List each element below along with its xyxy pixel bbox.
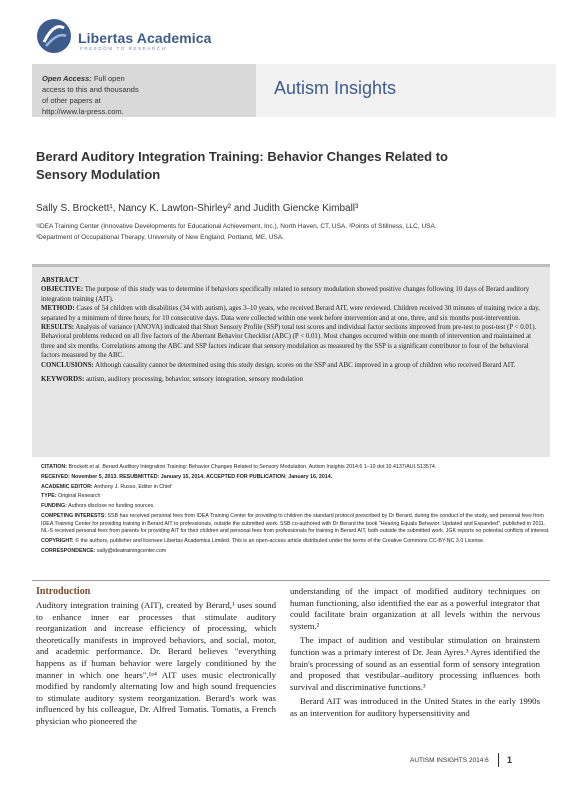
copyright-label: COPYRIGHT:: [41, 537, 74, 544]
conclusions-label: CONCLUSIONS:: [41, 361, 94, 369]
correspondence: [41, 548, 551, 556]
abstract: [41, 276, 541, 384]
article-metadata: [41, 464, 551, 557]
footer-separator: [498, 753, 499, 767]
correspondence-email[interactable]: sally@ideatrainingcenter.com: [95, 547, 167, 554]
editor-text: Anthony J. Russo, Editor in Chief: [92, 483, 172, 490]
body-column-right: [290, 586, 540, 720]
body-paragraph: understanding of the impact of modified auditory techniques on human functioning, also identified the ear as a powerful integrator that could facilitate brain organization at all levels within the nervous system.²: [290, 586, 540, 631]
objective-text: The purpose of this study was to determine if behaviors specifically related to sensory modulation showed positive changes following 10 days of Berard auditory integration training (AIT).: [41, 286, 530, 303]
academic-editor: [41, 484, 551, 492]
open-access-label: Open Access:: [42, 74, 92, 83]
open-access-note: [42, 73, 147, 117]
competing-label: COMPETING INTERESTS:: [41, 512, 107, 519]
abstract-heading: ABSTRACT: [41, 277, 79, 284]
results-label: RESULTS:: [41, 324, 75, 332]
affiliation-line: ¹IDEA Training Center (Innovative Developments for Educational Achievement, Inc.), North Haven, CT, USA. ²Points of Stillness, LLC, USA.: [36, 223, 437, 230]
abstract-objective: [41, 285, 541, 304]
journal-name: Autism Insights: [274, 78, 397, 98]
method-label: METHOD:: [41, 305, 75, 313]
received-dates: [41, 474, 551, 482]
article-authors: Sally S. Brockett¹, Nancy K. Lawton-Shirley² and Judith Giencke Kimball³: [36, 203, 359, 214]
keywords-text: autism, auditory processing, behavior, sensory integration, sensory modulation: [84, 376, 303, 384]
running-footer: AUTISM INSIGHTS 2014:6: [410, 757, 489, 764]
copyright-text: © the authors, publisher and licensee Libertas Academica Limited. This is an open-access article distributed under the terms of the Creative Commons CC-BY-NC 3.0 License.: [73, 537, 485, 544]
funding-text: Authors disclose no funding sources.: [66, 503, 155, 510]
citation-text: Brockett et al. Berard Auditory Integration Training: Behavior Changes Related to Sensory Modulation. Autism Insights 2014:6 1–10 doi:10.4137/AUI.S13574.: [67, 464, 437, 470]
publisher-tagline: FREEDOM TO RESEARCH: [80, 46, 167, 51]
body-paragraph: Berard AIT was introduced in the United States in the early 1990s as an intervention for auditory hypersensitivity and: [290, 696, 540, 718]
type-text: Original Research: [56, 493, 101, 500]
funding-label: FUNDING:: [41, 503, 67, 510]
section-heading-introduction: Introduction: [36, 586, 91, 597]
abstract-top-rule: [32, 264, 550, 267]
body-column-left: Auditory integration training (AIT), created by Berard,¹ uses sound to enhance inner ear processes that stimulate auditory reorganization and increase efficiency of processing, which theoretically manifests in improved behaviors, and social, motor, and academic performance. Dr. Berard believes "everything happens as if human behavior were largely conditioned by the manner in which one hears".¹ᵖ⁴ AIT uses music electronically modified by randomly alternating low and high sound frequencies to stimulate auditory system reorganization. Berard's work was influenced by his colleague, Dr. Alfred Tomatis. Tomatis, a French physician who pioneered the: [36, 600, 276, 726]
editor-label: ACADEMIC EDITOR:: [41, 483, 93, 490]
abstract-keywords: [41, 375, 541, 384]
funding: [41, 503, 551, 511]
article-title: Berard Auditory Integration Training: Behavior Changes Related to Sensory Modulation: [36, 149, 448, 182]
correspondence-label: CORRESPONDENCE:: [41, 547, 96, 554]
author-affiliations: [36, 222, 536, 243]
competing-interests: [41, 513, 551, 536]
libertas-logo-icon: [34, 16, 74, 56]
type-label: TYPE:: [41, 493, 57, 500]
section-divider: [32, 580, 550, 581]
affiliation-line: ³Department of Occupational Therapy, University of New England, Portland, ME, USA.: [36, 233, 284, 241]
publisher-name: Libertas Academica: [78, 30, 212, 46]
open-access-text[interactable]: Full open access to this and thousands of other papers at http://www.la-press.com.: [42, 74, 139, 116]
copyright: [41, 538, 551, 546]
abstract-conclusions: [41, 361, 541, 370]
keywords-label: KEYWORDS:: [41, 376, 85, 384]
body-paragraph: The impact of audition and vestibular stimulation on brainstem function was a primary interest of Dr. Jean Ayres.³ Ayres identified the brain's processing of sound as an essential form of sensory integration and proposed that vestibular–auditory processing influences both survival and discriminative functions.³: [290, 635, 540, 692]
article-type: [41, 493, 551, 501]
method-text: Cases of 54 children with disabilities (34 with autism), ages 3–10 years, who received Berard AIT, were reviewed. Children received 30 minutes of training twice a day, separated by a minimum of three hours, for 10 consecutive days. Data were collected within one week before intervention and at one, three, and six months post-intervention.: [41, 305, 540, 322]
abstract-method: [41, 304, 541, 323]
citation-label: CITATION:: [41, 464, 67, 470]
page-number: 1: [507, 755, 513, 765]
competing-text: SSB has received personal fees from IDEA Training Center for providing to children the standard protocol prescribed by Dr Berard, during the conduct of the study, and personal fees from IDEA Training Center for providing training in Berard AIT to professionals, outside the submitted work. SSB co-authored with Dr Berard the book "Hearing Equals Behavior: Updated and Expanded", published in 2011. NL-S received personal fees from parents for providing AIT for their children and personal fees from professionals for training in Berard AIT, both outside the submitted work. JGK reports no potential conflicts of interest.: [41, 512, 550, 535]
received-text: RECEIVED: November 5, 2013. RESUBMITTED: January 15, 2014. ACCEPTED FOR PUBLICATION: January 16, 2014.: [41, 473, 333, 480]
conclusions-text: Although causality cannot be determined using this study design, scores on the SSP and ABC improved in a group of children who received Berard AIT.: [93, 361, 516, 369]
citation: [41, 464, 551, 472]
abstract-results: [41, 323, 541, 361]
objective-label: OBJECTIVE:: [41, 286, 84, 294]
results-text: Analysis of variance (ANOVA) indicated that Short Sensory Profile (SSP) total test scores and individual factor sections improved from pre-test to post-test (P < 0.01). Behavioral problems reduced on all five factors of the Aberrant Behavior Checklist (ABC) (P < 0.01). Most changes occurred within one month of intervention and maintained at three and six months. Correlations among the ABC and SSP factors indicate that sensory modulation as measured by the SSP is a significant contributor to four of the behavioral factors measured by the ABC.: [41, 324, 537, 360]
